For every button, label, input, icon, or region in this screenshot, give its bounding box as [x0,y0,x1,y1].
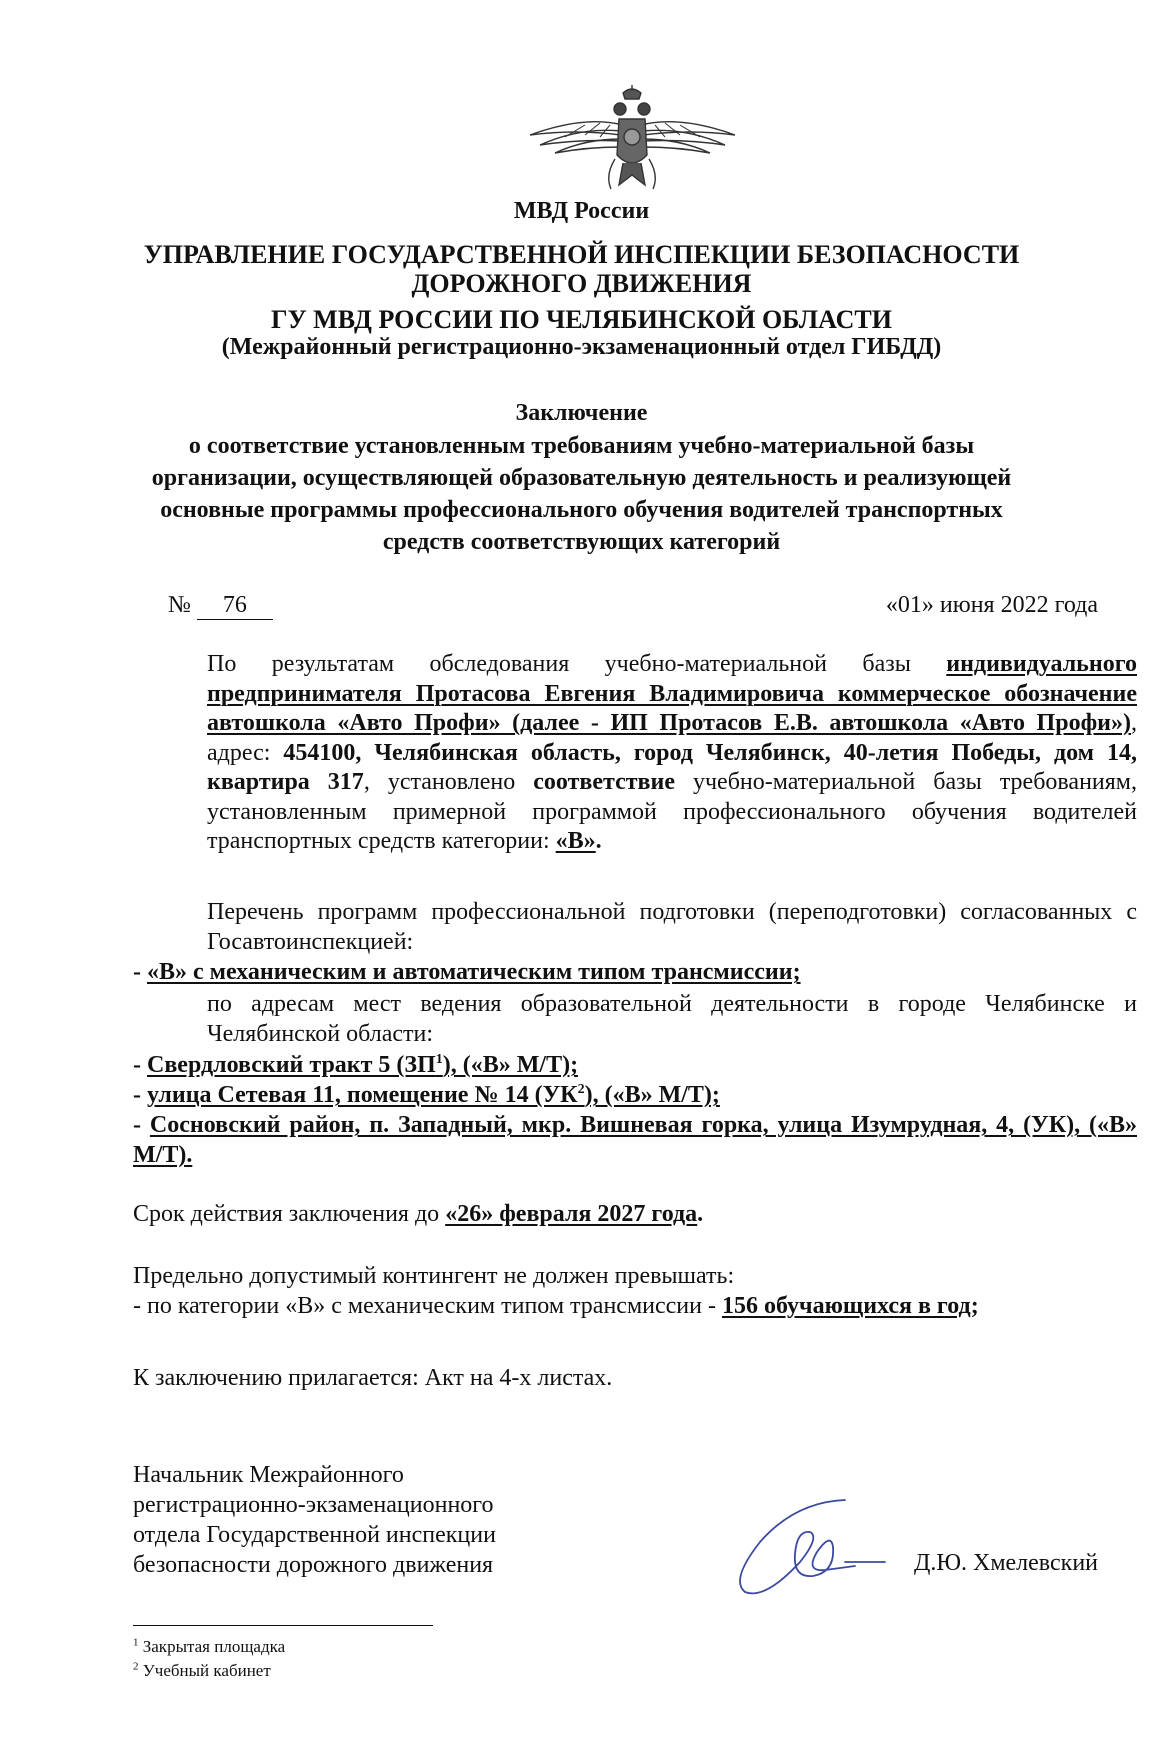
document-subtitle-line-2: организации, осуществляющей образовательную деятельность и реализующей [151,465,1012,491]
signatory-title: Начальник Межрайонного регистрационно-экзаменационного отдела Государственной инспекции безопасности дорожного движения [133,1462,496,1578]
org-name-line-4: (Межрайонный регистрационно-экзаменационный отдел ГИБДД) [221,334,942,360]
number-value: 76 [197,592,273,620]
mvd-emblem-icon [525,85,740,197]
document-title: Заключение [515,400,648,426]
signatory-name: Д.Ю. Хмелевский [913,1550,1098,1576]
conformity-word: соответствие [533,769,675,795]
category-value: «В» [555,828,596,854]
footnote-2: $^2$ Учебный кабинет [133,1660,271,1680]
findings-paragraph: По результатам обследования учебно-материальной базы индивидуального предпринимателя Протасова Евгения Владимировича коммерческое обозначение автошкола «Авто Профи» (далее - ИП Протасов Е.В. автошкола «Авто Профи»), адрес: 454100, Челябинская область, город Челябинск, 40-летия Победы, дом 14, квартира 317, установлено соответствие учебно-материальной базы требованиям, установленным примерной программой профессионального обучения водителей транспортных средств категории: «В». [207,651,1137,854]
program-name: «В» с механическим и автоматическим типом трансмиссии; [147,959,801,985]
ministry-name: МВД России [513,198,650,224]
address-item-1: - Свердловский тракт 5 $(ЗП^1)$, («В» М/Т); [133,1052,579,1078]
document-date: «01» июня 2022 года [885,592,1098,618]
contingent-intro: Предельно допустимый контингент не должен превышать: [133,1263,735,1289]
address-item-2: - улица Сетевая 11, помещение № 14 $(УК^2)$, («В» М/Т); [133,1082,720,1108]
validity-line: Срок действия заключения до «26» февраля 2027 года. [133,1201,704,1227]
attachment-note: К заключению прилагается: Акт на 4-х листах. [133,1365,613,1391]
programs-intro: Перечень программ профессиональной подготовки (переподготовки) согласованных с Госавтоинспекцией: [207,899,1137,955]
document-subtitle-line-3: основные программы профессионального обучения водителей транспортных [160,497,1003,523]
footnote-1: $^1$ Закрытая площадка [133,1636,286,1656]
number-label: № [168,592,191,618]
handwritten-signature [725,1492,905,1602]
footnote-divider [133,1625,433,1626]
entity-name: индивидуального предпринимателя Протасова Евгения Владимировича коммерческое обозначение автошкола «Авто Профи» (далее - ИП Протасов Е.В. автошкола «Авто Профи») [207,651,1137,736]
document-subtitle-line-4: средств соответствующих категорий [382,529,781,555]
document-subtitle-line-1: о соответствие установленным требованиям учебно-материальной базы [188,433,975,459]
document-number [168,592,273,620]
address-item-3: - Сосновский район, п. Западный, мкр. Вишневая горка, улица Изумрудная, 4, (УК), («В» М/Т). [133,1112,1137,1168]
program-item: - «В» с механическим и автоматическим типом трансмиссии; [133,959,801,985]
org-name-line-2: ДОРОЖНОГО ДВИЖЕНИЯ [411,269,752,298]
contingent-line: - по категории «В» с механическим типом трансмиссии - 156 обучающихся в год; [133,1293,979,1319]
addresses-intro: по адресам мест ведения образовательной деятельности в городе Челябинске и Челябинской области: [207,991,1137,1047]
contingent-value: 156 обучающихся в год [721,1293,971,1319]
org-name-line-1: УПРАВЛЕНИЕ ГОСУДАРСТВЕННОЙ ИНСПЕКЦИИ БЕЗОПАСНОСТИ [143,240,1020,269]
entity-address: 454100, Челябинская область, город Челябинск, 40-летия Победы, дом 14, квартира 317 [207,739,1137,795]
org-name-line-3: ГУ МВД РОССИИ ПО ЧЕЛЯБИНСКОЙ ОБЛАСТИ [271,305,892,334]
validity-date: «26» февраля 2027 года [445,1201,698,1227]
